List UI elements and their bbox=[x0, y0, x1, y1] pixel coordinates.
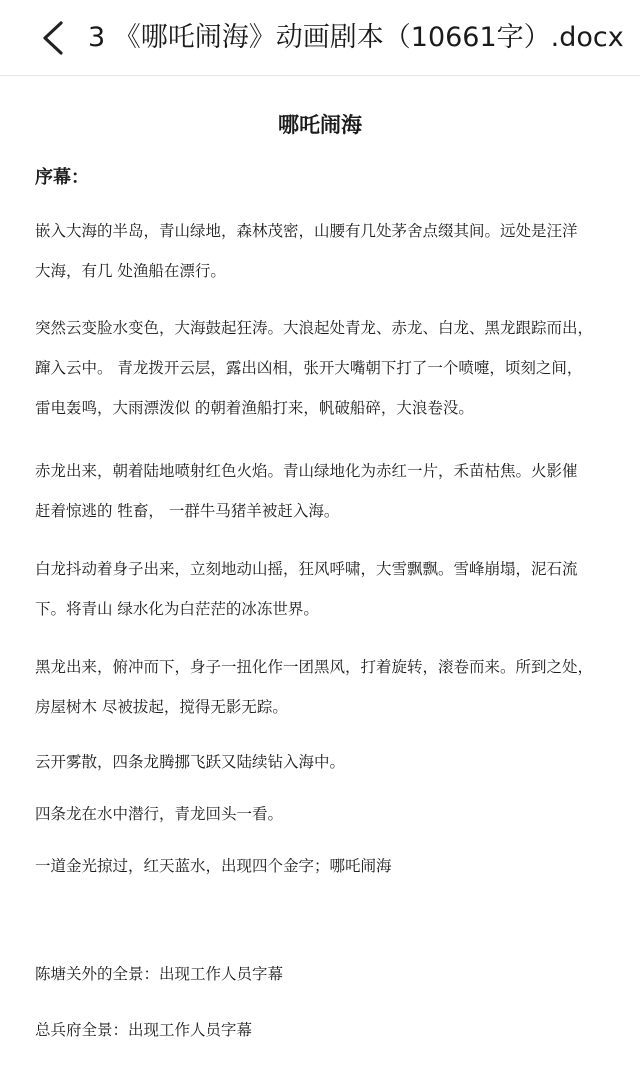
document-heading: 哪吒闹海 bbox=[278, 113, 362, 137]
paragraph-9 bbox=[35, 954, 615, 994]
paragraph-line: 下。将青山 绿水化为白茫茫的冰冻世界。 bbox=[35, 600, 319, 618]
paragraph-line: 蹿入云中。 青龙拨开云层，露出凶相，张开大嘴朝下打了一个喷嚏，顷刻之间， bbox=[35, 359, 583, 377]
back-button[interactable] bbox=[30, 14, 76, 62]
paragraph-line: 总兵府全景：出现工作人员字幕 bbox=[35, 1021, 253, 1039]
paragraph-line: 陈塘关外的全景：出现工作人员字幕 bbox=[35, 965, 284, 983]
paragraph-line: 房屋树木 尽被拔起，搅得无影无踪。 bbox=[35, 698, 288, 716]
paragraph-10 bbox=[35, 1010, 615, 1050]
paragraph-line: 嵌入大海的半岛，青山绿地，森林茂密，山腰有几处茅舍点缀其间。远处是汪洋 bbox=[35, 222, 578, 240]
paragraph-2 bbox=[35, 308, 615, 428]
paragraph-5 bbox=[35, 647, 615, 727]
paragraph-line: 白龙抖动着身子出来，立刻地动山摇，狂风呼啸，大雪飘飘。雪峰崩塌，泥石流 bbox=[35, 560, 578, 578]
paragraph-line: 黑龙出来，俯冲而下，身子一扭化作一团黑风，打着旋转，滚卷而来。所到之处， bbox=[35, 658, 594, 676]
top-bar bbox=[0, 0, 640, 76]
paragraph-line: 云开雾散，四条龙腾挪飞跃又陆续钻入海中。 bbox=[35, 753, 346, 771]
paragraph-line: 赶着惊逃的 牲畜， 一群牛马猪羊被赶入海。 bbox=[35, 502, 340, 520]
paragraph-line: 突然云变脸水变色，大海鼓起狂涛。大浪起处青龙、赤龙、白龙、黑龙跟踪而出， bbox=[35, 319, 594, 337]
paragraph-line: 赤龙出来，朝着陆地喷射红色火焰。青山绿地化为赤红一片，禾苗枯焦。火影催 bbox=[35, 462, 578, 480]
paragraph-7 bbox=[35, 794, 615, 834]
paragraph-line: 大海，有几 处渔船在漂行。 bbox=[35, 262, 226, 280]
paragraph-line: 四条龙在水中潜行，青龙回头一看。 bbox=[35, 805, 284, 823]
paragraph-4 bbox=[35, 549, 615, 629]
chevron-left-icon bbox=[40, 20, 66, 56]
section-heading: 序幕： bbox=[35, 167, 89, 188]
document-filename-title: 3 《哪吒闹海》动画剧本（10661字）.docx bbox=[88, 22, 624, 53]
paragraph-1 bbox=[35, 211, 615, 291]
paragraph-line: 雷电轰鸣，大雨漂泼似 的朝着渔船打来，帆破船碎，大浪卷没。 bbox=[35, 399, 474, 417]
paragraph-3 bbox=[35, 451, 615, 531]
paragraph-line: 一道金光掠过，红天蓝水，出现四个金字；哪吒闹海 bbox=[35, 857, 392, 875]
paragraph-6 bbox=[35, 742, 615, 782]
paragraph-8 bbox=[35, 846, 615, 886]
document-content[interactable] bbox=[0, 76, 640, 1065]
